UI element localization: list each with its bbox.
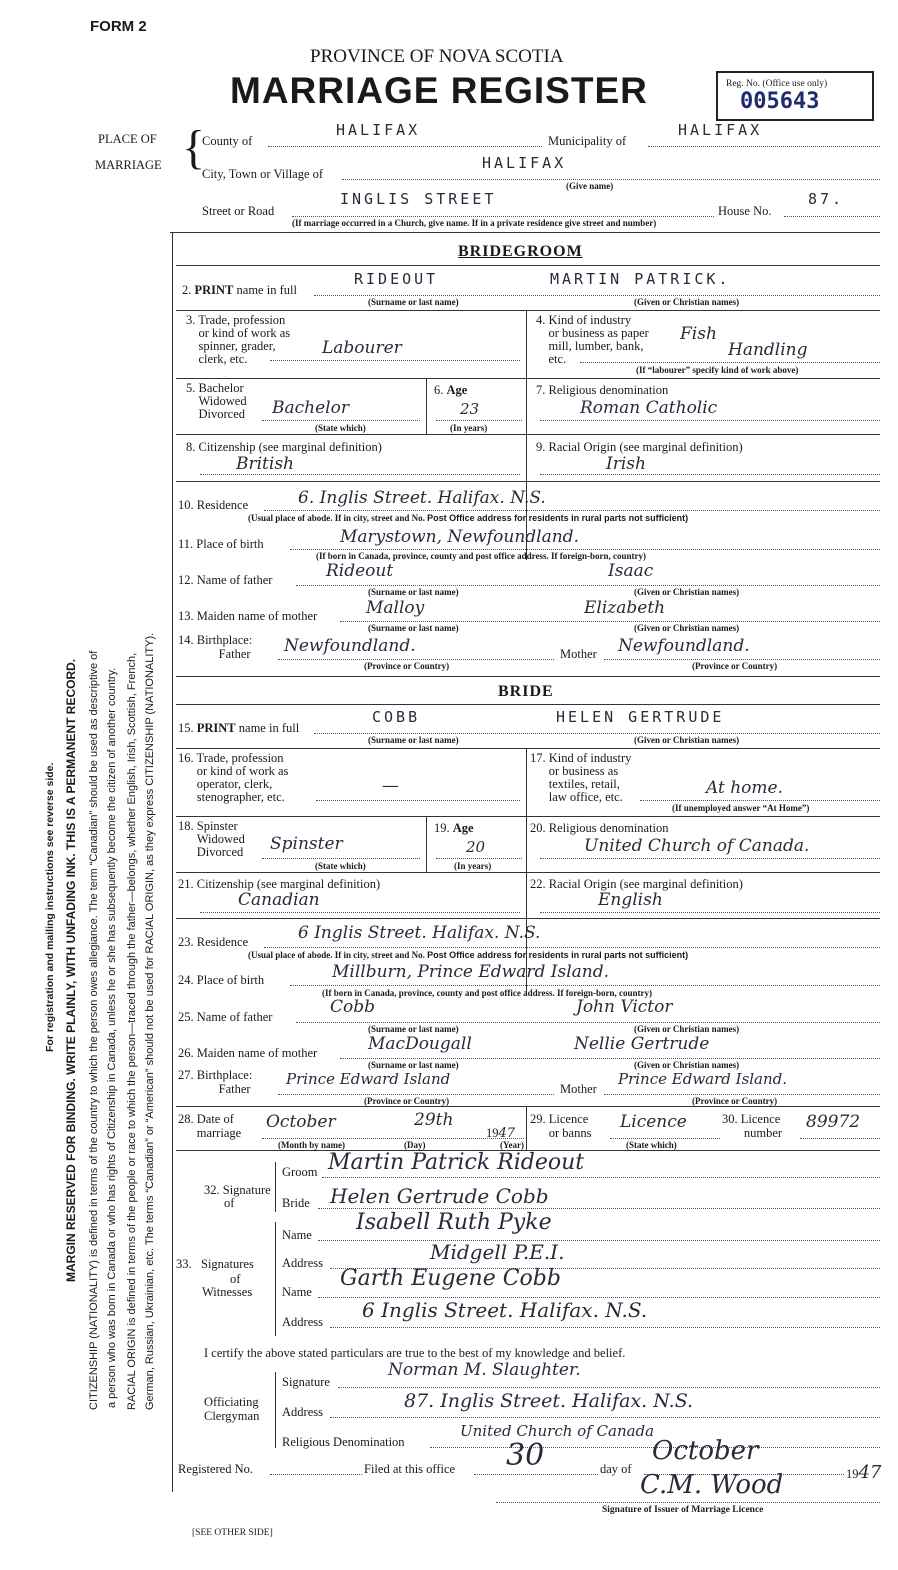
groom-father-surname: Rideout <box>326 561 394 581</box>
bride-state-which-note: (State which) <box>315 861 366 871</box>
place-label-1: PLACE OF <box>98 132 157 146</box>
f11-label: 11. Place of birth <box>178 537 264 551</box>
marriage-year: 1947 <box>486 1126 516 1141</box>
margin-citizenship-def-2: a person who was born in Canada or who has rights of Citizenship in Canada, unless he or she has subsequently become the citizen of another country. <box>106 667 118 1408</box>
licence-or-banns: Licence <box>620 1112 687 1132</box>
f11-note: (If born in Canada, province, county and post office address. If foreign-born, country) <box>316 551 647 561</box>
f5-label: 5. Bachelor Widowed Divorced <box>186 381 247 421</box>
w1-name-label: Name <box>282 1228 312 1242</box>
surname-note: (Surname or last name) <box>368 297 459 307</box>
f23-note: (Usual place of abode. If in city, street and No. Post Office address for residents in rural parts not sufficient) <box>248 950 689 960</box>
county-value: HALIFAX <box>336 121 421 139</box>
province-heading: PROVINCE OF NOVA SCOTIA <box>310 46 564 67</box>
f12-label: 12. Name of father <box>178 573 273 587</box>
f24-note: (If born in Canada, province, county and post office address. If foreign-born, country) <box>322 988 653 998</box>
marriage-month: October <box>266 1112 336 1132</box>
county-label: County of <box>202 134 253 148</box>
mother-province-note: (Province or Country) <box>692 661 778 671</box>
f3-label: 3. Trade, profession or kind of work as spinner, grader, clerk, etc. <box>186 313 291 366</box>
groom-father-given: Isaac <box>608 561 654 581</box>
bride-signature: Helen Gertrude Cobb <box>330 1184 549 1208</box>
f23-label: 23. Residence <box>178 935 249 949</box>
bride-citizenship: Canadian <box>238 890 320 910</box>
f32-label: 32. Signature <box>204 1183 271 1197</box>
witness2-address: 6 Inglis Street. Halifax. N.S. <box>362 1298 648 1322</box>
groom-mother-bp-label: Mother <box>560 647 597 661</box>
f17-label: 17. Kind of industry or business as textiles, retail, law office, etc. <box>530 751 632 804</box>
bride-status: Spinster <box>270 834 343 854</box>
licence-state-note: (State which) <box>626 1140 677 1150</box>
bride-mother-birthplace: Prince Edward Island. <box>618 1070 788 1088</box>
groom-trade: Labourer <box>322 338 402 358</box>
margin-instructions: For registration and mailing instructions see reverse side. <box>44 762 56 1052</box>
bride-age: 20 <box>466 838 486 856</box>
w1-address-label: Address <box>282 1256 323 1270</box>
bride-surname: COBB <box>372 708 421 726</box>
form-number: FORM 2 <box>90 18 147 35</box>
registered-no-label: Registered No. <box>178 1462 253 1476</box>
bride-father-surname: Cobb <box>330 997 376 1017</box>
f19-label: 19. Age <box>434 821 474 835</box>
house-value: 87. <box>808 190 845 208</box>
groom-industry-1: Fish <box>680 324 717 344</box>
place-brace: { <box>182 121 206 174</box>
bride-father-birthplace: Prince Edward Island <box>286 1070 451 1088</box>
f6-label: 6. Age <box>434 383 468 397</box>
w2-name-label: Name <box>282 1285 312 1299</box>
f9-label: 9. Racial Origin (see marginal definition) <box>536 440 743 454</box>
f21-label: 21. Citizenship (see marginal definition) <box>178 877 381 891</box>
day-of-label: day of <box>600 1462 632 1476</box>
clergy-denom-label: Religious Denomination <box>282 1435 405 1449</box>
filed-year: 1947 <box>846 1462 882 1483</box>
bride-industry: At home. <box>706 778 783 798</box>
f20-label: 20. Religious denomination <box>530 821 669 835</box>
state-which-note: (State which) <box>315 423 366 433</box>
f15-label: 15. PRINT name in full <box>178 721 300 735</box>
licence-number: 89972 <box>806 1112 861 1132</box>
municipality-label: Municipality of <box>548 134 627 148</box>
groom-birthplace: Marystown, Newfoundland. <box>340 527 579 547</box>
place-label-2: MARRIAGE <box>95 158 162 172</box>
filed-day: 30 <box>506 1438 545 1473</box>
f10-note: (Usual place of abode. If in city, street and No. Post Office address for residents in rural parts not sufficient) <box>248 513 689 523</box>
bride-mother-bp-label: Mother <box>560 1082 597 1096</box>
reg-number-box <box>716 71 874 121</box>
bride-father-province-note: (Province or Country) <box>364 1096 450 1106</box>
groom-sig-label: Groom <box>282 1165 318 1179</box>
f24-label: 24. Place of birth <box>178 973 265 987</box>
given-note: (Given or Christian names) <box>634 297 740 307</box>
groom-industry-2: Handling <box>728 340 808 360</box>
f33-label: 33. Signatures <box>176 1257 254 1271</box>
f25-label: 25. Name of father <box>178 1010 273 1024</box>
groom-religion: Roman Catholic <box>580 398 718 418</box>
f26-label: 26. Maiden name of mother <box>178 1046 318 1060</box>
groom-signature: Martin Patrick Rideout <box>328 1150 585 1175</box>
bride-residence: 6 Inglis Street. Halifax. N.S. <box>298 923 541 943</box>
groom-section-title: BRIDEGROOM <box>458 243 583 260</box>
street-label: Street or Road <box>202 204 275 218</box>
f10-label: 10. Residence <box>178 498 249 512</box>
f7-label: 7. Religious denomination <box>536 383 669 397</box>
margin-binding-note: MARGIN RESERVED FOR BINDING. WRITE PLAINLY, WITH UNFADING INK. THIS IS A PERMANENT RECORD. <box>64 658 78 1282</box>
w2-address-label: Address <box>282 1315 323 1329</box>
month-note: (Month by name) <box>278 1140 345 1150</box>
certify-statement: I certify the above stated particulars are true to the best of my knowledge and belief. <box>204 1346 626 1360</box>
father-given-note: (Given or Christian names) <box>634 587 740 597</box>
bride-birthplace: Millburn, Prince Edward Island. <box>332 962 610 982</box>
groom-age: 23 <box>460 400 480 418</box>
reg-number-label: Reg. No. (Office use only) <box>726 79 828 89</box>
bride-father-given-note: (Given or Christian names) <box>634 1024 740 1034</box>
street-value: INGLIS STREET <box>340 190 497 208</box>
bride-in-years-note: (In years) <box>454 861 492 871</box>
in-years-note: (In years) <box>450 423 488 433</box>
issuer-signature: C.M. Wood <box>640 1470 784 1500</box>
bride-sig-label: Bride <box>282 1196 310 1210</box>
city-label: City, Town or Village of <box>202 167 324 181</box>
groom-mother-birthplace: Newfoundland. <box>618 636 750 656</box>
bride-given-note: (Given or Christian names) <box>634 735 740 745</box>
clergy-sig-label: Signature <box>282 1375 330 1389</box>
margin-citizenship-def-1: CITIZENSHIP (NATIONALITY) is defined in terms of the country to which the person owes allegiance. The term “Canadian” should be used as descriptive of <box>88 650 100 1410</box>
mother-surname-note: (Surname or last name) <box>368 623 459 633</box>
groom-citizenship: British <box>236 454 294 474</box>
reg-number-value: 005643 <box>740 89 820 114</box>
bride-mother-given-note: (Given or Christian names) <box>634 1060 740 1070</box>
groom-racial-origin: Irish <box>606 454 646 474</box>
bride-religion: United Church of Canada. <box>584 836 810 856</box>
clergy-address: 87. Inglis Street. Halifax. N.S. <box>404 1390 694 1412</box>
f4-note: (If “labourer” specify kind of work above) <box>636 365 799 375</box>
city-value: HALIFAX <box>482 154 567 172</box>
bride-racial-origin: English <box>598 890 663 910</box>
groom-status: Bachelor <box>272 398 349 418</box>
f16-label: 16. Trade, profession or kind of work as operator, clerk, stenographer, etc. <box>178 751 289 804</box>
see-other-side: [SEE OTHER SIDE] <box>192 1528 273 1538</box>
bride-mother-surname-note: (Surname or last name) <box>368 1060 459 1070</box>
groom-father-birthplace: Newfoundland. <box>284 636 416 656</box>
groom-given-names: MARTIN PATRICK. <box>550 270 731 288</box>
f13-label: 13. Maiden name of mother <box>178 609 318 623</box>
bride-father-given: John Victor <box>576 997 673 1017</box>
groom-surname: RIDEOUT <box>354 270 439 288</box>
father-surname-note: (Surname or last name) <box>368 587 459 597</box>
margin-racial-def-1: RACIAL ORIGIN is defined in terms of the people or race to which the person—traced through the father—belongs, whether English, Irish, Scottish, French, <box>126 652 138 1410</box>
bride-mother-province-note: (Province or Country) <box>692 1096 778 1106</box>
groom-mother-surname: Malloy <box>366 598 425 618</box>
father-province-note: (Province or Country) <box>364 661 450 671</box>
f32-label-of: of <box>224 1196 235 1210</box>
f28-label: 28. Date of marriage <box>178 1112 242 1140</box>
officiating-label: Officiating Clergyman <box>204 1395 260 1423</box>
give-name-note: (Give name) <box>566 181 614 191</box>
bride-mother-given: Nellie Gertrude <box>574 1034 710 1054</box>
year-note: (Year) <box>500 1140 524 1150</box>
clergy-denomination: United Church of Canada <box>460 1422 655 1440</box>
issuer-sig-label: Signature of Issuer of Marriage Licence <box>602 1505 764 1515</box>
marriage-day: 29th <box>414 1110 454 1130</box>
bride-given-names: HELEN GERTRUDE <box>556 708 725 726</box>
f27-label: 27. Birthplace: Father <box>178 1068 253 1096</box>
clergy-addr-label: Address <box>282 1405 323 1419</box>
f2-label: 2. PRINT name in full <box>182 283 297 297</box>
witness2-name: Garth Eugene Cobb <box>340 1266 561 1291</box>
document-title: MARRIAGE REGISTER <box>230 70 648 111</box>
margin-racial-def-2: German, Russian, Ukrainian, etc. The terms “Canadian” or “American” should not be used for RACIAL ORIGIN, as they express CITIZENSHIP (NATIONALITY). <box>144 632 156 1410</box>
witness1-address: Midgell P.E.I. <box>430 1240 565 1264</box>
witness1-name: Isabell Ruth Pyke <box>356 1210 552 1235</box>
f30-label: 30. Licence number <box>722 1112 783 1140</box>
house-label: House No. <box>718 204 772 218</box>
f33-label-witnesses: Witnesses <box>202 1285 253 1299</box>
bride-surname-note: (Surname or last name) <box>368 735 459 745</box>
groom-mother-given: Elizabeth <box>584 598 666 618</box>
filed-label: Filed at this office <box>364 1462 456 1476</box>
f4-label: 4. Kind of industry or business as paper mill, lumber, bank, etc. <box>536 313 649 366</box>
mother-given-note: (Given or Christian names) <box>634 623 740 633</box>
f14-label: 14. Birthplace: Father <box>178 633 253 661</box>
f8-label: 8. Citizenship (see marginal definition) <box>186 440 382 454</box>
clergy-signature: Norman M. Slaughter. <box>388 1360 581 1380</box>
f17-note: (If unemployed answer “At Home”) <box>672 803 810 813</box>
f18-label: 18. Spinster Widowed Divorced <box>178 819 245 859</box>
bride-trade: — <box>382 776 399 796</box>
f33-label-of: of <box>230 1272 241 1286</box>
municipality-value: HALIFAX <box>678 121 763 139</box>
bride-mother-surname: MacDougall <box>368 1034 472 1054</box>
bride-father-surname-note: (Surname or last name) <box>368 1024 459 1034</box>
f22-label: 22. Racial Origin (see marginal definition) <box>530 877 743 891</box>
f29-label: 29. Licence or banns <box>530 1112 592 1140</box>
bride-section-title: BRIDE <box>498 683 554 700</box>
filed-month: October <box>652 1436 759 1466</box>
groom-residence: 6. Inglis Street. Halifax. N.S. <box>298 488 546 508</box>
place-note: (If marriage occurred in a Church, give name. If in a private residence give street and number) <box>292 218 657 228</box>
day-note: (Day) <box>404 1140 426 1150</box>
